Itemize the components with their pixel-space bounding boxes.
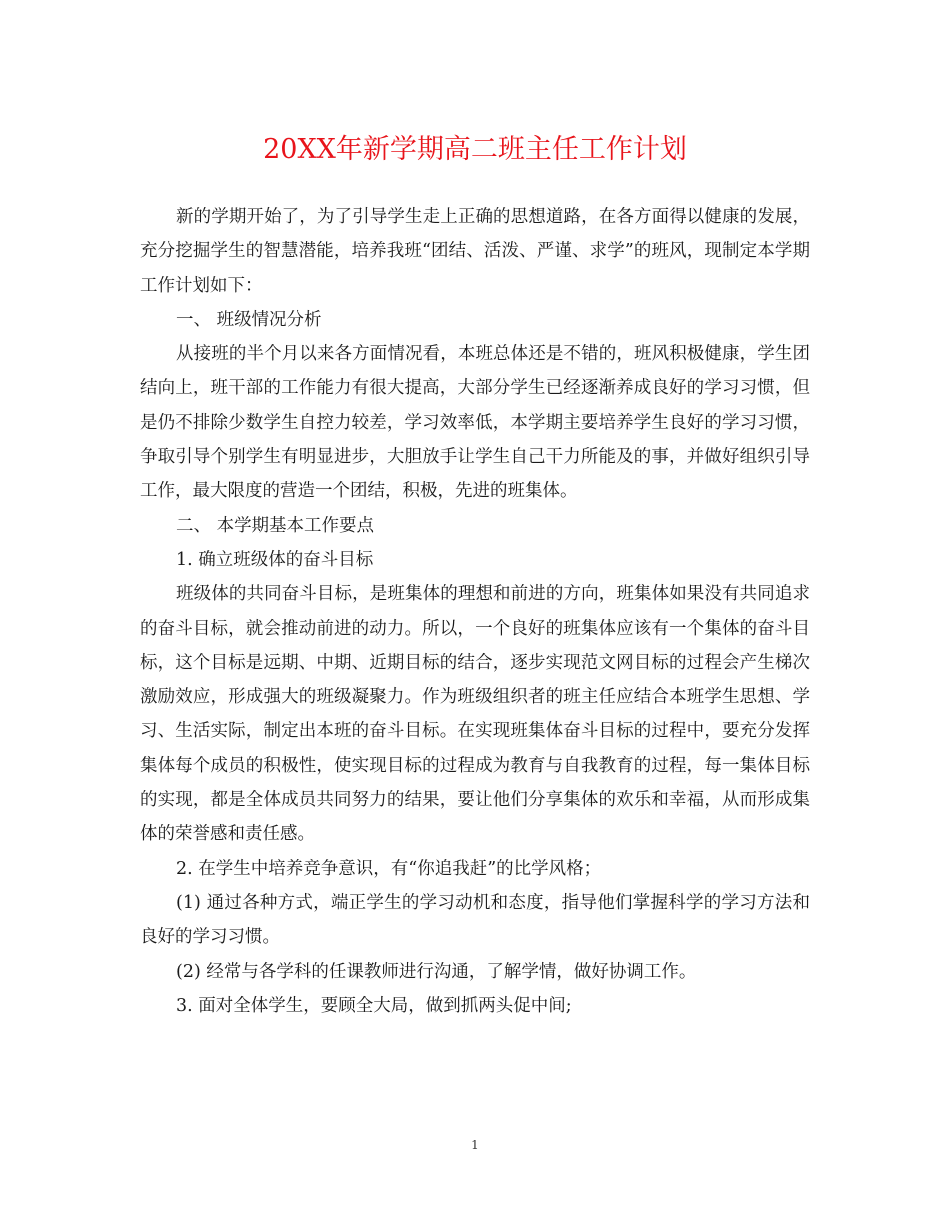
paragraph-class-analysis: 从接班的半个月以来各方面情况看，本班总体还是不错的，班风积极健康，学生团结向上，班干部的工作能力有很大提高，大部分学生已经逐渐养成良好的学习习惯，但是仍不排除少数学生自控力较差，学习效率低，本学期主要培养学生良好的学习习惯，争取引导个别学生有明显进步，大胆放手让学生自己干力所能及的事，并做好组织引导工作，最大限度的营造一个团结，积极，先进的班集体。 (140, 344, 810, 502)
subheading-all-students: 3. 面对全体学生，要顾全大局，做到抓两头促中间; (176, 995, 572, 1016)
paragraph-goal: 班级体的共同奋斗目标，是班集体的理想和前进的方向，班集体如果没有共同追求的奋斗目标，就会推动前进的动力。所以，一个良好的班集体应该有一个集体的奋斗目标，这个目标是远期、中期、近期目标的结合，逐步实现范文网目标的过程会产生梯次激励效应，形成强大的班级凝聚力。作为班级组织者的班主任应结合本班学生思想、学习、生活实际，制定出本班的奋斗目标。在实现班集体奋斗目标的过程中，要充分发挥集体每个成员的积极性，使实现目标的过程成为教育与自我教育的过程，每一集体目标的实现，都是全体成员共同努力的结果，要让他们分享集体的欢乐和幸福，从而形成集体的荣誉感和责任感。 (140, 584, 810, 845)
heading-work-points: 二、 本学期基本工作要点 (176, 515, 375, 536)
list-item-2: (2) 经常与各学科的任课教师进行沟通，了解学情，做好协调工作。 (176, 961, 697, 982)
paragraph-intro: 新的学期开始了，为了引导学生走上正确的思想道路，在各方面得以健康的发展，充分挖掘学生的智慧潜能，培养我班“团结、活泼、严谨、求学”的班风，现制定本学期工作计划如下： (140, 207, 810, 296)
subheading-competition: 2. 在学生中培养竞争意识，有“你追我赶”的比学风格； (176, 858, 602, 879)
heading-class-analysis: 一、 班级情况分析 (176, 309, 322, 330)
document-title: 20XX年新学期高二班主任工作计划 (263, 134, 687, 165)
document-body (140, 200, 810, 1023)
list-item-1: (1) 通过各种方式，端正学生的学习动机和态度，指导他们掌握科学的学习方法和良好的学习习惯。 (140, 892, 810, 948)
page-number: 1 (471, 1138, 479, 1152)
subheading-goal: 1. 确立班级体的奋斗目标 (176, 549, 374, 570)
